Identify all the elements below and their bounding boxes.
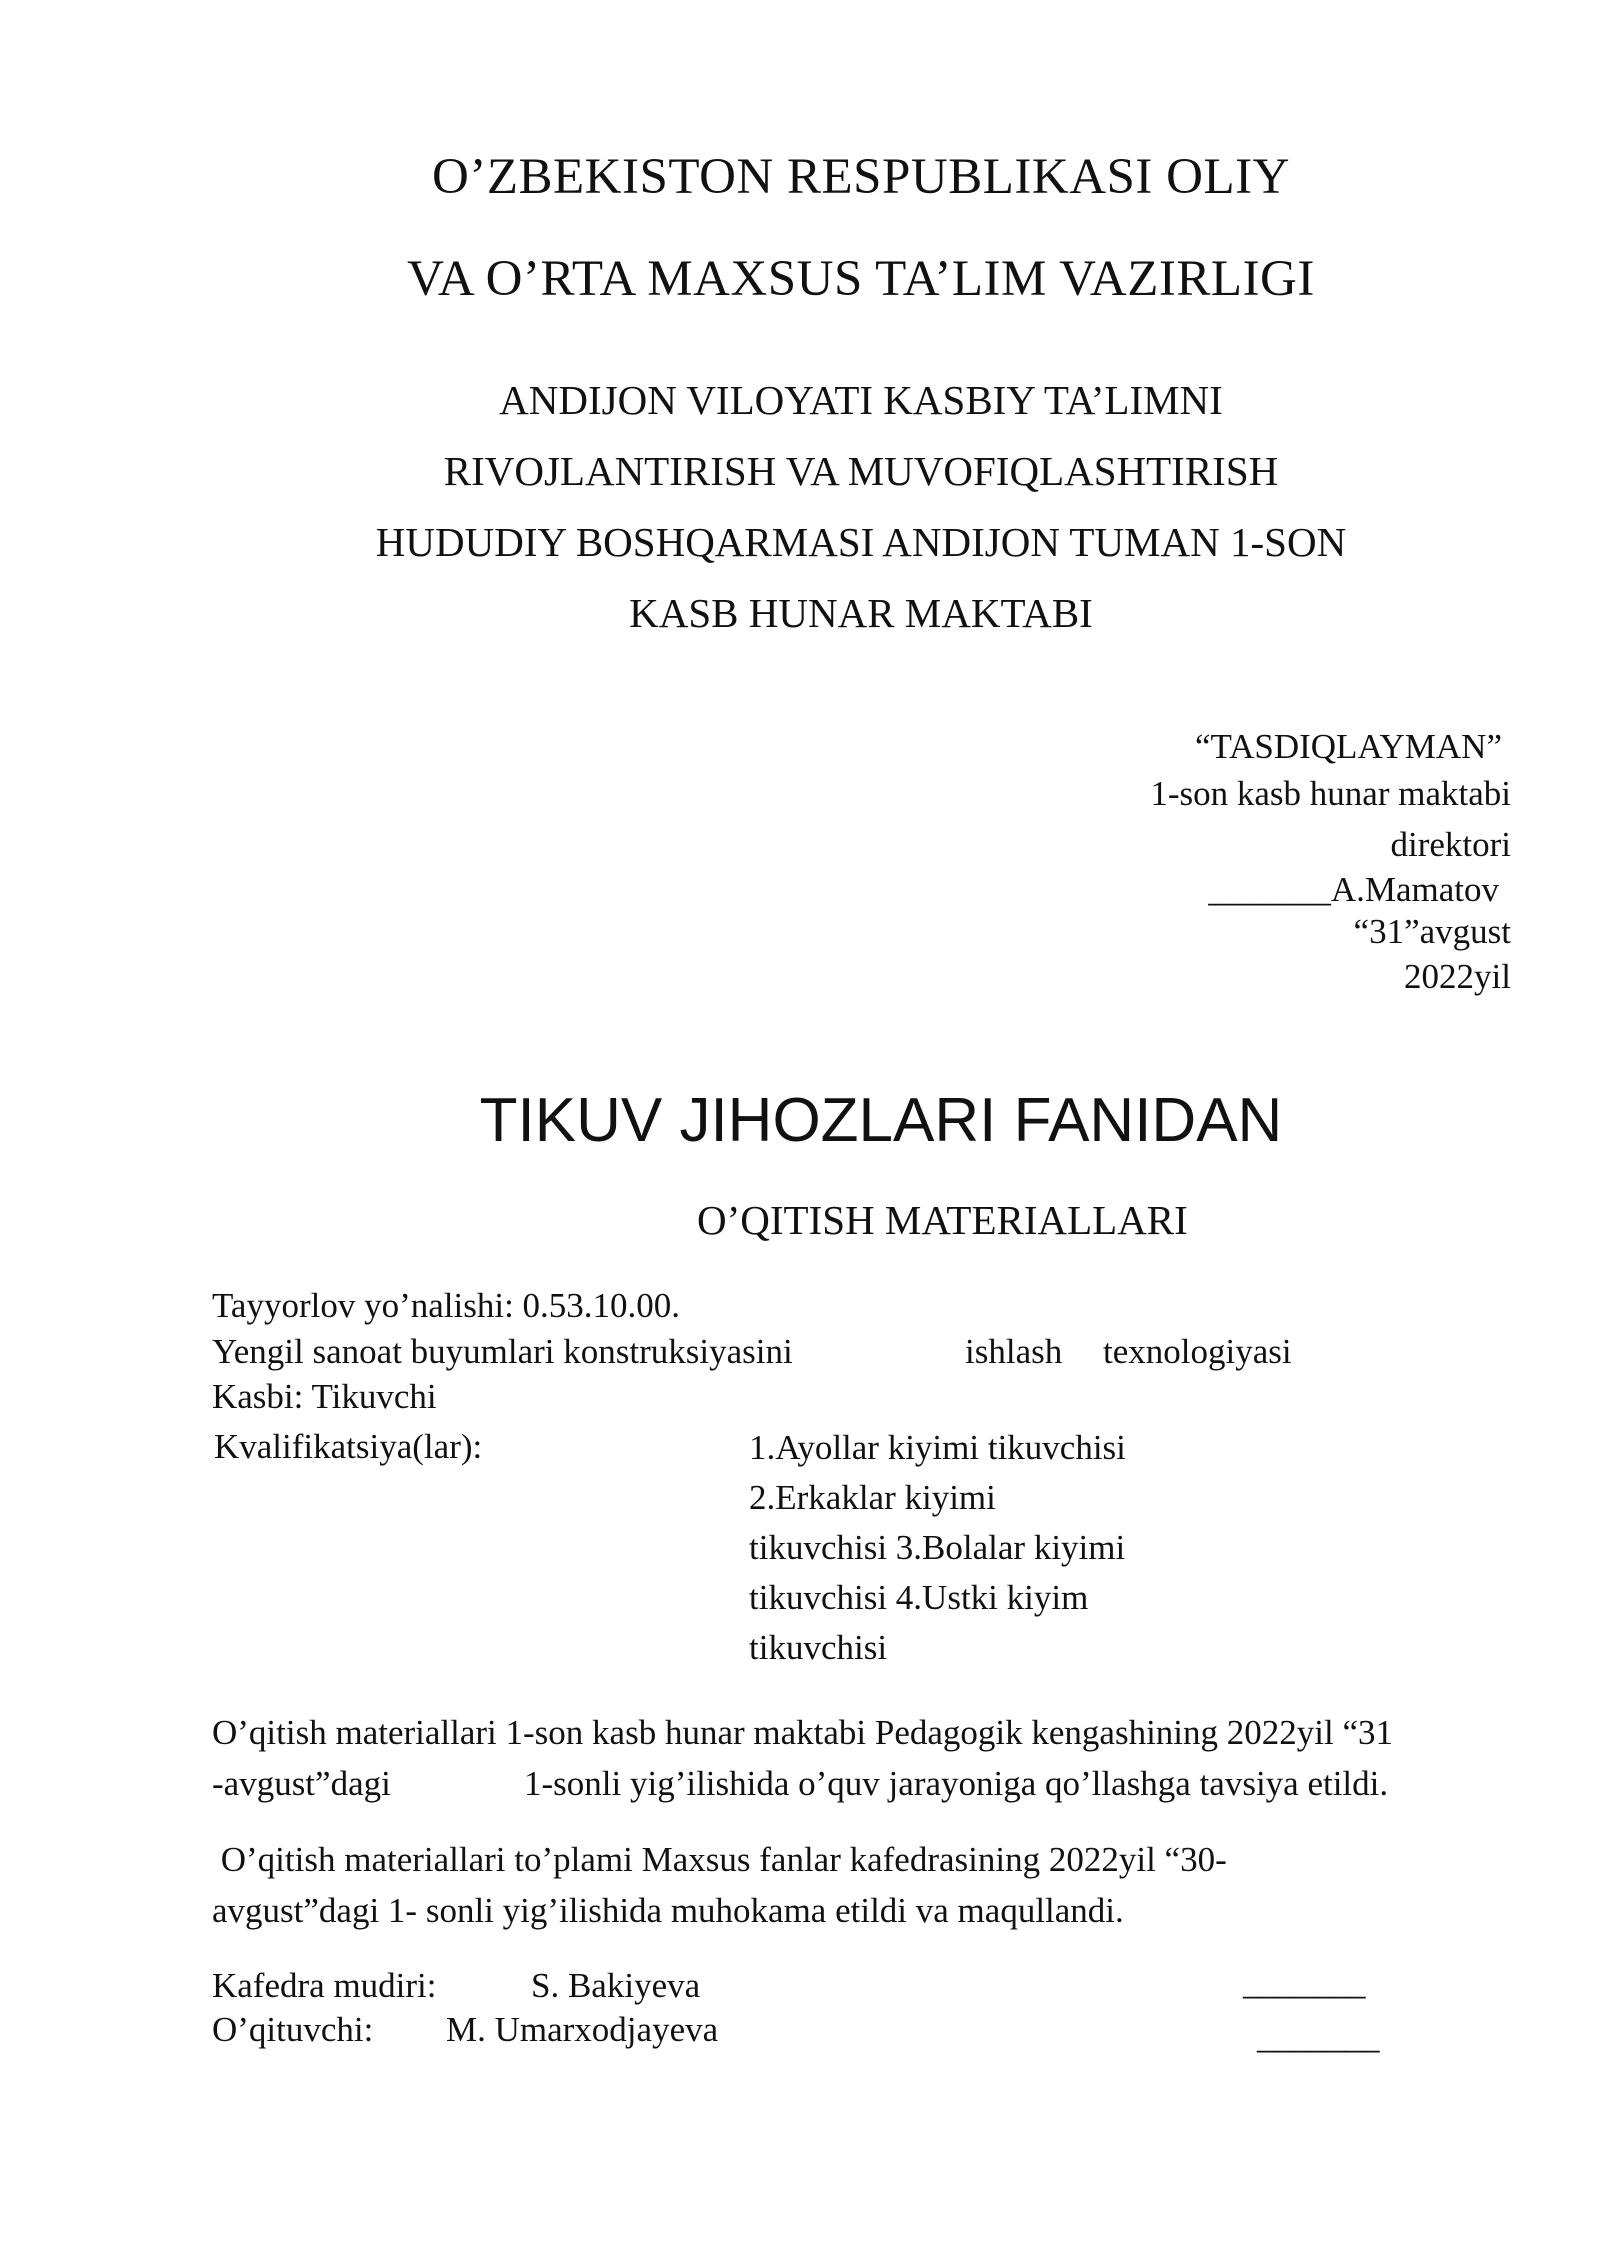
department-head-signature-line: _______ <box>1243 1963 1366 2002</box>
qualification-line: tikuvchisi <box>749 1628 888 1667</box>
ministry-line-1: O’ZBEKISTON RESPUBLIKASI OLIY <box>432 149 1290 205</box>
approval-line-1: 1-son kasb hunar maktabi <box>1150 774 1511 813</box>
approval-signature: _______A.Mamatov <box>1208 870 1499 909</box>
teacher-name: M. Umarxodjayeva <box>446 2010 719 2049</box>
qualification-line: 2.Erkaklar kiyimi <box>749 1478 996 1517</box>
qualifications-list <box>749 1423 1126 1673</box>
org-line-4: KASB HUNAR MAKTABI <box>629 590 1093 636</box>
direction-name-part-1: Yengil sanoat buyumlari konstruksiyasini <box>212 1332 793 1371</box>
department-head-name: S. Bakiyeva <box>531 1966 701 2005</box>
qualification-line: tikuvchisi 4.Ustki kiyim <box>749 1578 1089 1617</box>
org-line-3: HUDUDIY BOSHQARMASI ANDIJON TUMAN 1-SON <box>375 519 1347 565</box>
profession: Kasbi: Tikuvchi <box>212 1377 437 1416</box>
teacher-signature-line: _______ <box>1257 2017 1380 2056</box>
ministry-line-2: VA O’RTA MAXSUS TA’LIM VAZIRLIGI <box>407 251 1315 307</box>
qualifications-label: Kvalifikatsiya(lar): <box>214 1427 483 1466</box>
paragraph-1-line-1: O’qitish materiallari 1-son kasb hunar maktabi Pedagogik kengashining 2022yil “31 <box>212 1713 1394 1752</box>
org-line-2: RIVOJLANTIRISH VA MUVOFIQLASHTIRISH <box>443 448 1279 494</box>
qualification-line: 1.Ayollar kiyimi tikuvchisi <box>749 1428 1126 1467</box>
teacher-label: O’qituvchi: <box>212 2010 374 2049</box>
paragraph-1-line-2a: -avgust”dagi <box>212 1764 391 1803</box>
approval-heading: “TASDIQLAYMAN” <box>1195 727 1502 766</box>
approval-date: “31”avgust <box>1353 912 1511 951</box>
paragraph-1-line-2b: 1-sonli yig’ilishida o’quv jarayoniga qo’llashga tavsiya etildi. <box>524 1764 1389 1803</box>
direction-code: Tayyorlov yo’nalishi: 0.53.10.00. <box>212 1286 681 1325</box>
approval-line-2: direktori <box>1390 825 1511 864</box>
document-title: TIKUV JIHOZLARI FANIDAN <box>479 1086 1283 1155</box>
org-line-1: ANDIJON VILOYATI KASBIY TA’LIMNI <box>499 377 1223 423</box>
paragraph-2-line-1: O’qitish materiallari to’plami Maxsus fanlar kafedrasining 2022yil “30- <box>212 1840 1227 1879</box>
paragraph-2-line-2: avgust”dagi 1- sonli yig’ilishida muhokama etildi va maqullandi. <box>212 1891 1124 1930</box>
document-subtitle: O’QITISH MATERIALLARI <box>697 1197 1188 1243</box>
qualification-line: tikuvchisi 3.Bolalar kiyimi <box>749 1528 1126 1567</box>
direction-name-part-2: ishlash <box>965 1332 1063 1371</box>
department-head-label: Kafedra mudiri: <box>212 1966 437 2005</box>
direction-name-part-3: texnologiyasi <box>1103 1332 1292 1371</box>
approval-year: 2022yil <box>1404 957 1511 996</box>
